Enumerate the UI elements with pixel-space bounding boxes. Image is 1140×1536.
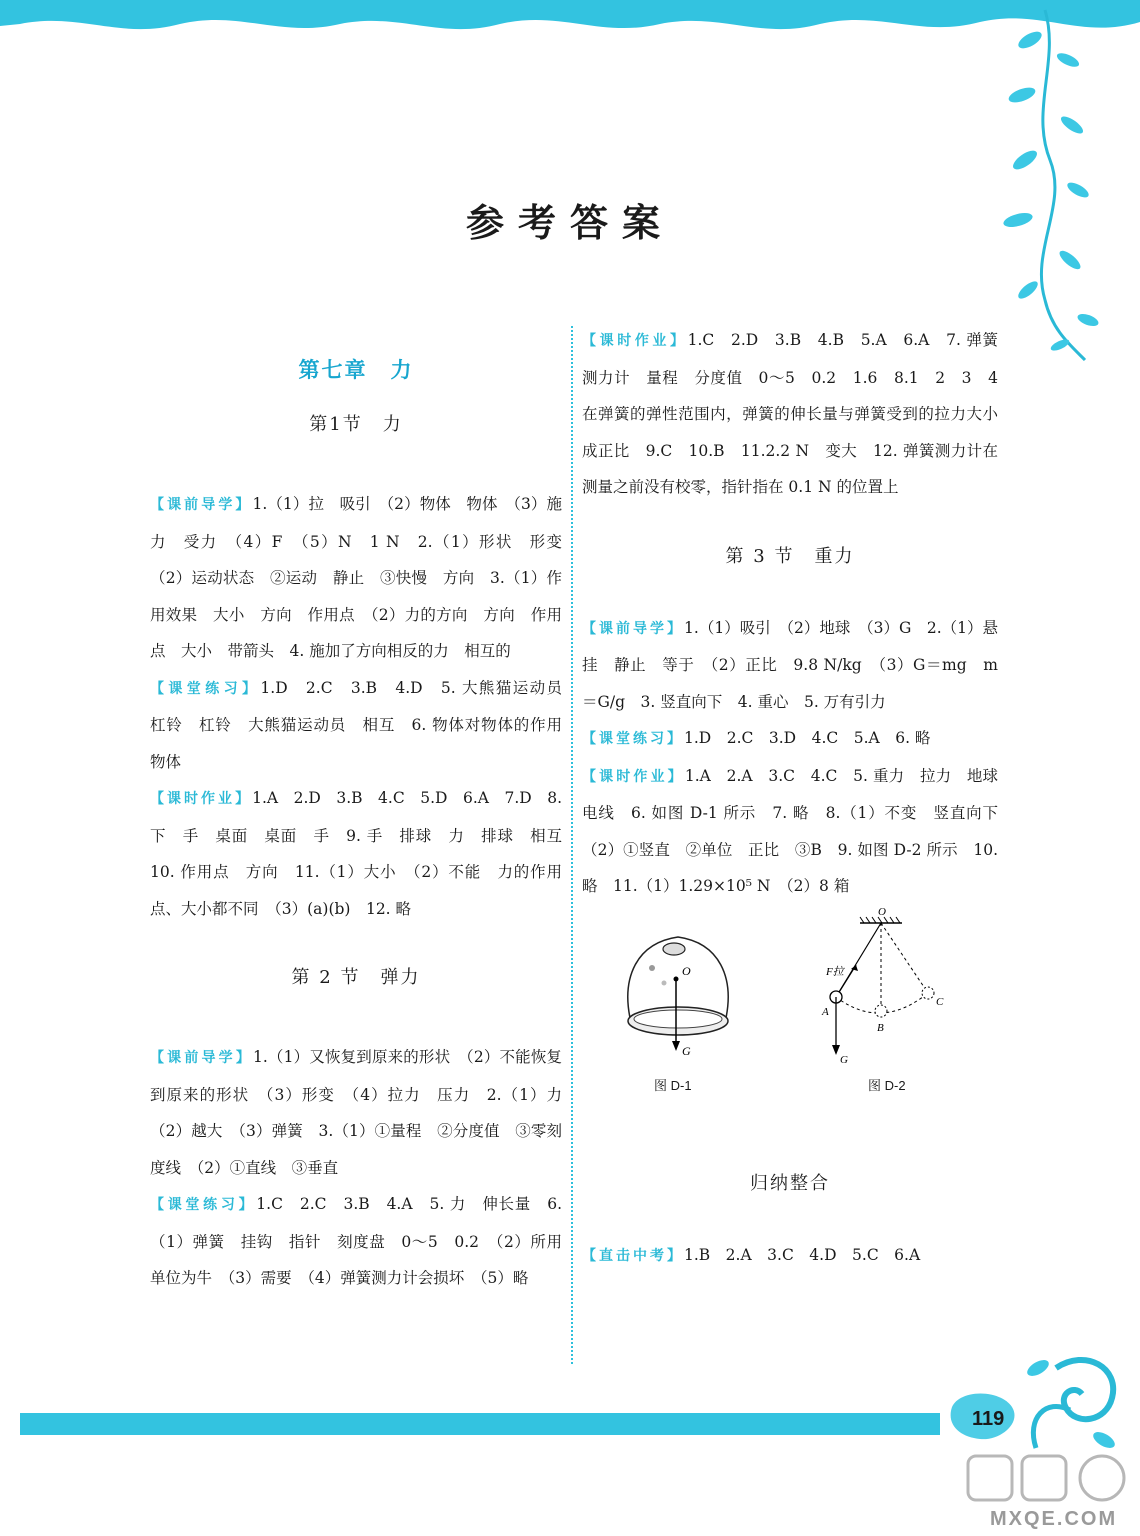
block-text: 1.A 2.D 3.B 4.C 5.D 6.A 7.D 8. 下 手 桌面 桌面 手 9. 手 排球 力 排球 相互 10. 作用点 方向 11.（1）大小 （2）不能 力的作用点、大小都不同 （3）(a)(b) 12. 略 [150, 789, 578, 918]
block-text: 1.B 2.A 3.C 4.D 5.C 6.A [684, 1245, 921, 1264]
answer-block [150, 486, 578, 670]
block-text: 1.C 2.C 3.B 4.A 5. 力 伸长量 6.（1）弹簧 挂钩 指针 刻度盘 0～5 0.2 （2）所用单位为牛 （3）需要 （4）弹簧测力计会损坏 （5）略 [150, 1195, 562, 1287]
block-tag: 【直击中考】 [582, 1247, 684, 1264]
block-tag: 【课时作业】 [582, 333, 688, 349]
section-title: 归纳整合 [750, 1172, 830, 1194]
figure-d2-diagram [818, 905, 958, 1073]
answer-block [582, 322, 1014, 506]
answer-block [582, 610, 998, 721]
figure-d1-caption: 图 D-1 [654, 1077, 692, 1093]
figure-d2-label-o: O [878, 905, 886, 918]
answer-block [150, 1039, 578, 1186]
answer-block [150, 670, 578, 781]
figure-d1-label-g: G [682, 1043, 691, 1058]
block-text: 1.（1）拉 吸引 （2）物体 物体 （3）施力 受力 （4）F （5）N 1 N 2.（1）形状 形变 （2）运动状态 ②运动 静止 ③快慢 方向 3.（1）作用效果 大小 方向 作用点 （2）力的方向 方向 作用点 大小 带箭头 4. 施加了方向相反的力 相互的 [150, 495, 578, 660]
answer-block [150, 1186, 562, 1297]
page-number: 119 [972, 1408, 1005, 1430]
section-title: 第 3 节 重力 [725, 545, 855, 567]
page-title: 参考答案 [465, 200, 674, 245]
figure-d2-label-g: G [840, 1053, 848, 1066]
right-column [582, 322, 1014, 1274]
bottom-bar [0, 1413, 1140, 1443]
block-text: 1.D 2.C 3.D 4.C 5.A 6. 略 [684, 729, 931, 747]
answer-block [582, 1237, 998, 1275]
watermark-url: MXQE.COM [990, 1508, 1118, 1530]
block-text: 1.C 2.D 3.B 4.B 5.A 6.A 7. 弹簧测力计 量程 分度值 0～5 0.2 1.6 8.1 2 3 4 在弹簧的弹性范围内，弹簧的伸长量与弹簧受到的拉力大小成正比 9.C 10.B 11.2.2 N 变大 12. 弹簧测力计在测量之前没有校零，指针指在 0.1 N 的位置上 [582, 331, 1014, 496]
section-title: 第1节 力 [309, 414, 403, 435]
block-tag: 【课前导学】 [150, 1050, 253, 1066]
section-title: 第 2 节 弹力 [291, 967, 421, 988]
figure-d2-caption: 图 D-2 [868, 1077, 906, 1093]
block-text: 1.D 2.C 3.B 4.D 5. 大熊猫运动员 杠铃 杠铃 大熊猫运动员 相互 6. 物体对物体的作用 物体 [150, 678, 578, 771]
vine-decoration [990, 0, 1140, 370]
swirl-decoration [1016, 1348, 1126, 1458]
block-text: 1.A 2.A 3.C 4.C 5. 重力 拉力 地球 电线 6. 如图 D-1 所示 7. 略 8.（1）不变 竖直向下 （2）①竖直 ②单位 正比 ③B 9. 如图 D-2 所示 10. 略 11.（1）1.29×10⁵ N （2）8 箱 [582, 766, 1014, 895]
figure-d2-label-f: F拉 [826, 965, 844, 978]
answer-block [582, 758, 1014, 905]
block-tag: 【课堂练习】 [582, 731, 684, 747]
block-text: 1.（1）又恢复到原来的形状 （2）不能恢复到原来的形状 （3）形变 （4）拉力 压力 2.（1）力 （2）越大 （3）弹簧 3.（1）①量程 ②分度值 ③零刻度线 （2）①直线 ③垂直 [150, 1048, 578, 1177]
block-tag: 【课前导学】 [150, 497, 253, 513]
figure-d2-label-a: A [822, 1005, 829, 1018]
answer-block [582, 720, 998, 758]
figure-d2-label-b: B [877, 1021, 884, 1034]
figures [582, 905, 998, 1109]
figure-d1-diagram [616, 923, 736, 1063]
block-tag: 【课时作业】 [582, 768, 685, 785]
top-wave-banner [0, 0, 1140, 48]
block-tag: 【课堂练习】 [150, 1197, 257, 1213]
block-tag: 【课前导学】 [582, 620, 685, 637]
chapter-title: 第七章 力 [298, 357, 414, 382]
left-column [150, 340, 578, 1297]
block-text: 1.（1）吸引 （2）地球 （3）G 2.（1）悬挂 静止 等于 （2）正比 9.8 N/kg （3）G＝mg m＝G/g 3. 竖直向下 4. 重心 5. 万有引力 [582, 618, 998, 711]
figure-d2-label-c: C [936, 995, 944, 1008]
answer-block [150, 780, 578, 927]
block-tag: 【课堂练习】 [150, 680, 261, 697]
column-divider [571, 326, 573, 1364]
figure-d1-label-o: O [682, 963, 691, 978]
block-tag: 【课时作业】 [150, 791, 253, 807]
